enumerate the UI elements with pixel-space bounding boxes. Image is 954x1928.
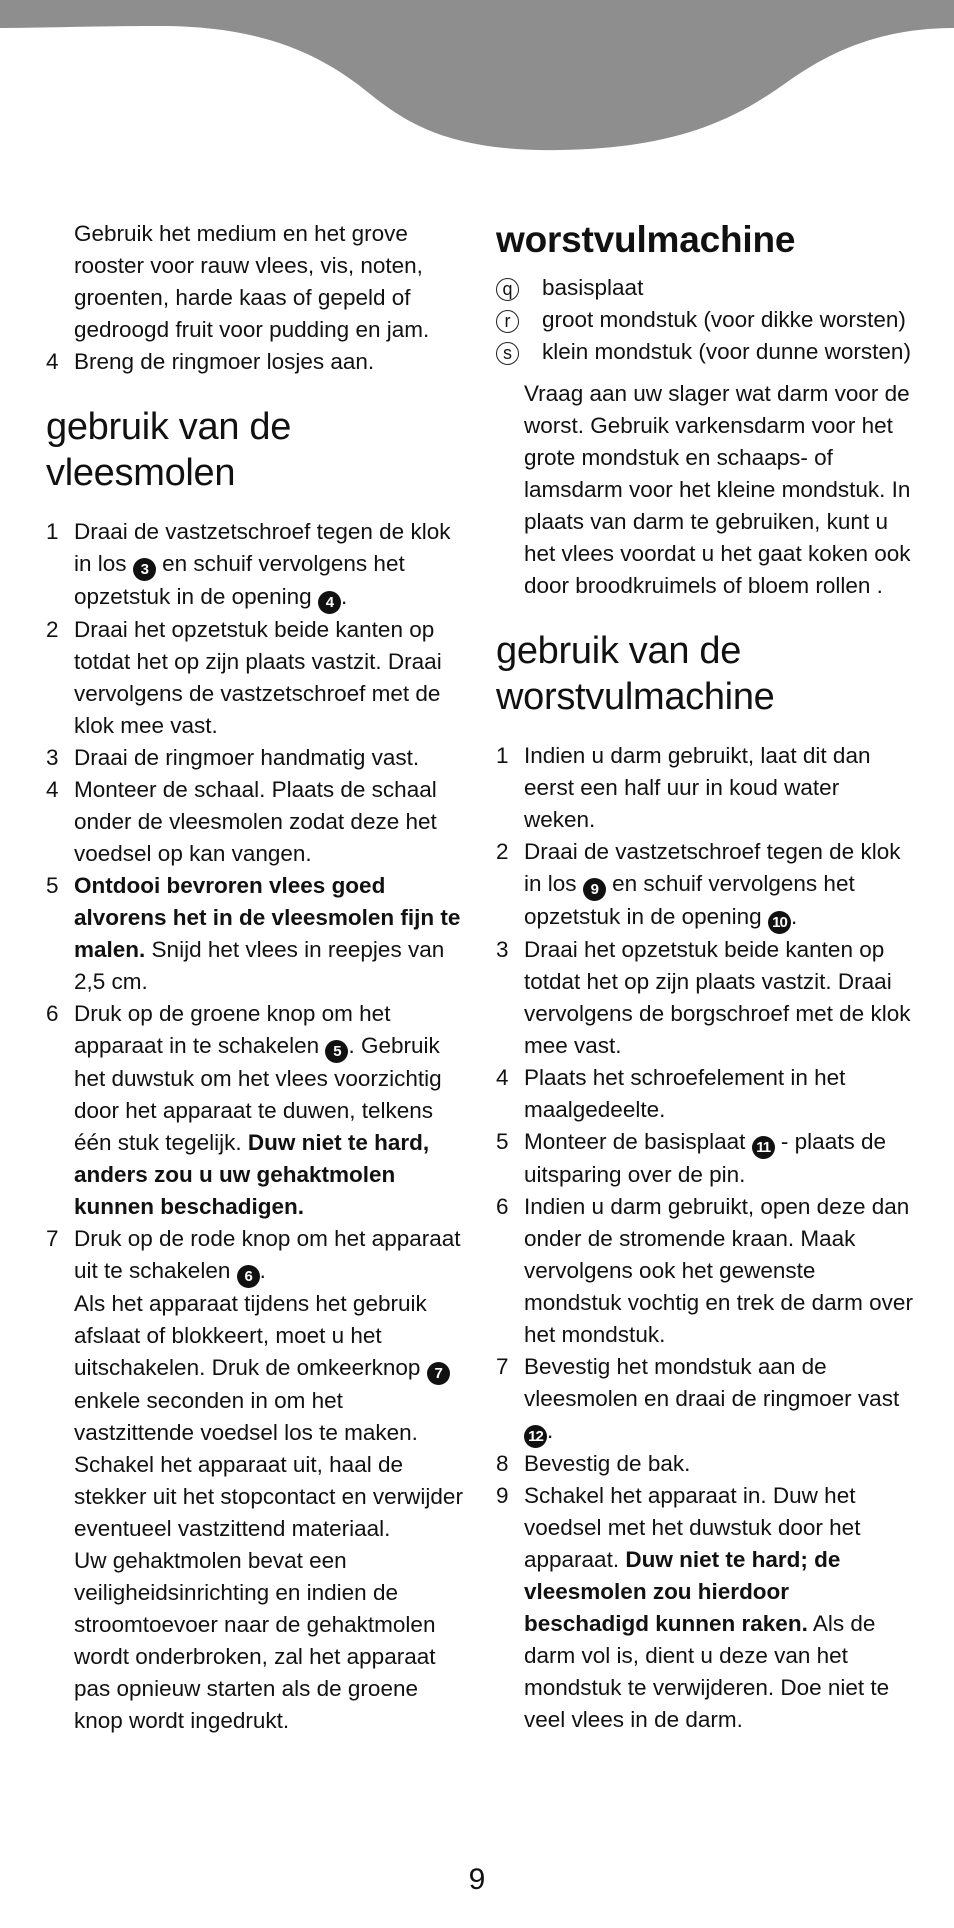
list-item: 9 Schakel het apparaat in. Duw het voedsel met het duwstuk door het apparaat. Duw niet te hard; de vleesmolen zou hierdoor beschadigd kunnen raken. Als de darm vol is, dient u deze van het mondstuk te verwijderen. Doe niet te veel vlees in de darm.	[496, 1483, 890, 1732]
list-item: 1 Draai de vastzetschroef tegen de klok in los 3 en schuif vervolgens het opzetstuk in de opening 4 .	[46, 516, 464, 614]
darm-note-paragraph: Vraag aan uw slager wat darm voor de worst. Gebruik varkensdarm voor het grote mondstuk en schaaps- of lamsdarm voor het kleine mondstuk. In plaats van darm te gebruiken, kunt u het vlees voordat u het gaat koken ook door broodkruimels of bloem rollen .	[524, 381, 911, 598]
list-item: 5 Monteer de basisplaat 11 - plaats de uitsparing over de pin.	[496, 1129, 886, 1187]
warning-text: Duw niet te hard, anders zou u uw gehaktmolen kunnen beschadigen.	[74, 1130, 430, 1219]
list-item: 4 Plaats het schroefelement in het maalgedeelte.	[496, 1065, 846, 1122]
section-title-worstvulmachine: worstvulmachine	[496, 219, 796, 260]
part-letter-symbol: s	[496, 342, 519, 365]
warning-text: Duw niet te hard; de vleesmolen zou hierdoor beschadigd kunnen raken.	[524, 1547, 841, 1636]
callout-number-badge: 10	[768, 911, 791, 934]
callout-number-badge: 7	[427, 1362, 450, 1385]
list-item: 7 Bevestig het mondstuk aan de vleesmolen en draai de ringmoer vast 12 .	[496, 1351, 916, 1448]
list-item: 6 Druk op de groene knop om het apparaat in te schakelen 5 . Gebruik het duwstuk om het vlees voorzichtig door het apparaat te duwen, telkens één stuk tegelijk. Duw niet te hard, anders zou u uw gehaktmolen kunnen beschadigen.	[46, 1001, 442, 1219]
callout-number-badge: 11	[752, 1136, 775, 1159]
list-item: 7 Druk op de rode knop om het apparaat uit te schakelen 6 . Als het apparaat tijdens het gebruik afslaat of blokkeert, moet u het uitschakelen. Druk de omkeerknop 7 enkele seconden in om het vastzittende voedsel los te maken. Schakel het apparaat uit, haal de stekker uit het stopcontact en verwijder eventueel vastzittend materiaal. Uw gehaktmolen bevat een veiligheidsinrichting en indien de stroomtoevoer naar de gehaktmolen wordt onderbroken, zal het apparaat pas opnieuw starten als de groene knop wordt ingedrukt.	[46, 1226, 463, 1733]
list-item: 5 Ontdooi bevroren vlees goed alvorens het in de vleesmolen fijn te malen. Snijd het vlees in reepjes van 2,5 cm.	[46, 873, 461, 994]
list-item: 3 Draai het opzetstuk beide kanten op totdat het op zijn plaats vastzit. Draai vervolgens de borgschroef met de klok mee vast.	[496, 937, 911, 1058]
section-heading-vleesmolen: gebruik van de vleesmolen	[46, 406, 292, 494]
callout-number-badge: 5	[325, 1040, 348, 1063]
parts-list-item: r groot mondstuk (voor dikke worsten)	[496, 304, 916, 336]
list-item: 2 Draai het opzetstuk beide kanten op totdat het op zijn plaats vastzit. Draai vervolgens de vastzetschroef met de klok mee vast.	[46, 617, 442, 738]
part-letter-symbol: r	[496, 310, 519, 333]
right-column	[496, 218, 916, 1736]
part-letter-symbol: q	[496, 278, 519, 301]
left-column	[46, 218, 464, 1737]
callout-number-badge: 4	[318, 591, 341, 614]
list-item: 3 Draai de ringmoer handmatig vast.	[46, 745, 420, 770]
parts-list-item: q basisplaat	[496, 272, 916, 304]
callout-number-badge: 12	[524, 1425, 547, 1448]
callout-number-badge: 9	[583, 878, 606, 901]
list-item: 2 Draai de vastzetschroef tegen de klok in los 9 en schuif vervolgens het opzetstuk in de opening 10 .	[496, 836, 916, 934]
intro-paragraph: Gebruik het medium en het grove rooster voor rauw vlees, vis, noten, groenten, harde kaas of gepeld of gedroogd fruit voor pudding en jam.	[74, 221, 430, 342]
list-item: 4 Monteer de schaal. Plaats de schaal onder de vleesmolen zodat deze het voedsel op kan vangen.	[46, 777, 437, 866]
list-item: 1 Indien u darm gebruikt, laat dit dan eerst een half uur in koud water weken.	[496, 743, 871, 832]
parts-list-item: s klein mondstuk (voor dunne worsten)	[496, 336, 916, 368]
callout-number-badge: 6	[237, 1265, 260, 1288]
section-heading-worstvulmachine: gebruik van de worstvulmachine	[496, 630, 775, 718]
list-item: 8 Bevestig de bak.	[496, 1451, 691, 1476]
page-number: 9	[468, 1863, 486, 1896]
list-item: 4 Breng de ringmoer losjes aan.	[46, 349, 375, 374]
callout-number-badge: 3	[133, 558, 156, 581]
header-wave-decoration	[0, 0, 954, 160]
list-item: 6 Indien u darm gebruikt, open deze dan onder de stromende kraan. Maak vervolgens ook het gewenste mondstuk vochtig en trek de darm over het mondstuk.	[496, 1194, 913, 1347]
warning-text: Ontdooi bevroren vlees goed alvorens het in de vleesmolen fijn te malen.	[74, 873, 461, 962]
